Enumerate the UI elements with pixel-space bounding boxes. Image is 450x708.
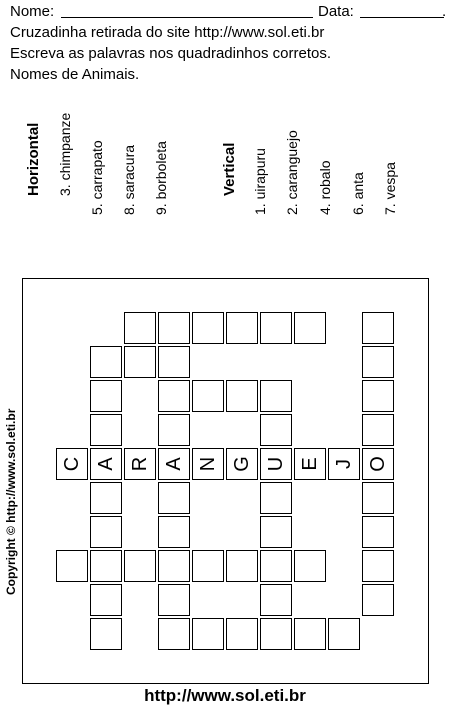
- grid-cell[interactable]: [260, 516, 292, 548]
- date-suffix: .: [442, 3, 447, 20]
- clue-vertical-1: 1. uirapuru: [252, 148, 268, 215]
- grid-cell[interactable]: [260, 584, 292, 616]
- grid-cell[interactable]: [90, 550, 122, 582]
- clue-horizontal-5: 5. carrapato: [89, 140, 105, 215]
- grid-cell[interactable]: [158, 380, 190, 412]
- horizontal-title: Horizontal: [25, 122, 42, 196]
- given-letter: N: [197, 456, 219, 472]
- given-letter: C: [61, 456, 83, 472]
- grid-cell[interactable]: [226, 550, 258, 582]
- grid-cell[interactable]: [124, 346, 156, 378]
- copyright-text: Copyright © http://www.sol.eti.br: [4, 408, 18, 595]
- grid-cell[interactable]: [158, 346, 190, 378]
- given-letter: R: [129, 456, 151, 472]
- grid-cell[interactable]: [90, 618, 122, 650]
- grid-cell[interactable]: [158, 550, 190, 582]
- grid-cell[interactable]: [226, 312, 258, 344]
- clue-vertical-2: 2. caranguejo: [284, 130, 300, 215]
- vertical-title: Vertical: [221, 142, 238, 196]
- given-letter: G: [231, 456, 253, 472]
- grid-cell[interactable]: [362, 550, 394, 582]
- grid-cell[interactable]: [362, 584, 394, 616]
- header-line-2: Escreva as palavras nos quadradinhos corretos.: [10, 45, 332, 62]
- grid-cell[interactable]: [362, 482, 394, 514]
- grid-cell[interactable]: [158, 414, 190, 446]
- date-label: Data:: [318, 3, 354, 20]
- grid-cell[interactable]: [328, 618, 360, 650]
- grid-cell[interactable]: [90, 414, 122, 446]
- grid-cell[interactable]: [260, 312, 292, 344]
- given-letter: A: [163, 457, 185, 471]
- clue-horizontal-3: 3. chimpanze: [57, 112, 73, 196]
- grid-cell[interactable]: [90, 584, 122, 616]
- clue-vertical-7: 7. vespa: [382, 162, 398, 215]
- grid-cell[interactable]: [294, 550, 326, 582]
- given-letter: O: [367, 456, 389, 472]
- grid-cell[interactable]: [226, 618, 258, 650]
- grid-cell[interactable]: [260, 380, 292, 412]
- grid-cell[interactable]: [56, 550, 88, 582]
- grid-cell[interactable]: [90, 516, 122, 548]
- clue-horizontal-9: 9. borboleta: [153, 141, 169, 215]
- grid-cell[interactable]: [260, 618, 292, 650]
- grid-cell[interactable]: [90, 346, 122, 378]
- grid-cell[interactable]: [158, 312, 190, 344]
- grid-cell[interactable]: [362, 516, 394, 548]
- header-line-3: Nomes de Animais.: [10, 66, 140, 83]
- grid-cell[interactable]: [90, 482, 122, 514]
- name-label: Nome:: [10, 3, 55, 20]
- given-letter: J: [333, 459, 355, 469]
- grid-cell[interactable]: [192, 312, 224, 344]
- grid-cell[interactable]: [294, 312, 326, 344]
- grid-cell[interactable]: [260, 482, 292, 514]
- grid-cell[interactable]: [226, 380, 258, 412]
- grid-cell[interactable]: [124, 312, 156, 344]
- given-letter: E: [299, 457, 321, 471]
- header-line-1: Cruzadinha retirada do site http://www.sol.eti.br: [10, 24, 325, 41]
- given-letter: A: [95, 457, 117, 471]
- grid-cell[interactable]: [192, 380, 224, 412]
- grid-cell[interactable]: [362, 346, 394, 378]
- grid-cell[interactable]: [90, 380, 122, 412]
- grid-cell[interactable]: [362, 414, 394, 446]
- footer-url: http://www.sol.eti.br: [144, 686, 306, 705]
- grid-cell[interactable]: [158, 516, 190, 548]
- grid-cell[interactable]: [158, 482, 190, 514]
- clue-vertical-4: 4. robalo: [317, 160, 333, 215]
- grid-cell[interactable]: [192, 550, 224, 582]
- grid-cell[interactable]: [158, 584, 190, 616]
- given-letter: U: [265, 456, 287, 472]
- grid-cell[interactable]: [294, 618, 326, 650]
- grid-cell[interactable]: [260, 550, 292, 582]
- grid-cell[interactable]: [158, 618, 190, 650]
- grid-cell[interactable]: [192, 618, 224, 650]
- grid-cell[interactable]: [260, 414, 292, 446]
- grid-cell[interactable]: [124, 550, 156, 582]
- clue-vertical-6: 6. anta: [350, 172, 366, 215]
- clue-horizontal-8: 8. saracura: [121, 144, 137, 215]
- grid-cell[interactable]: [362, 380, 394, 412]
- grid-cell[interactable]: [362, 312, 394, 344]
